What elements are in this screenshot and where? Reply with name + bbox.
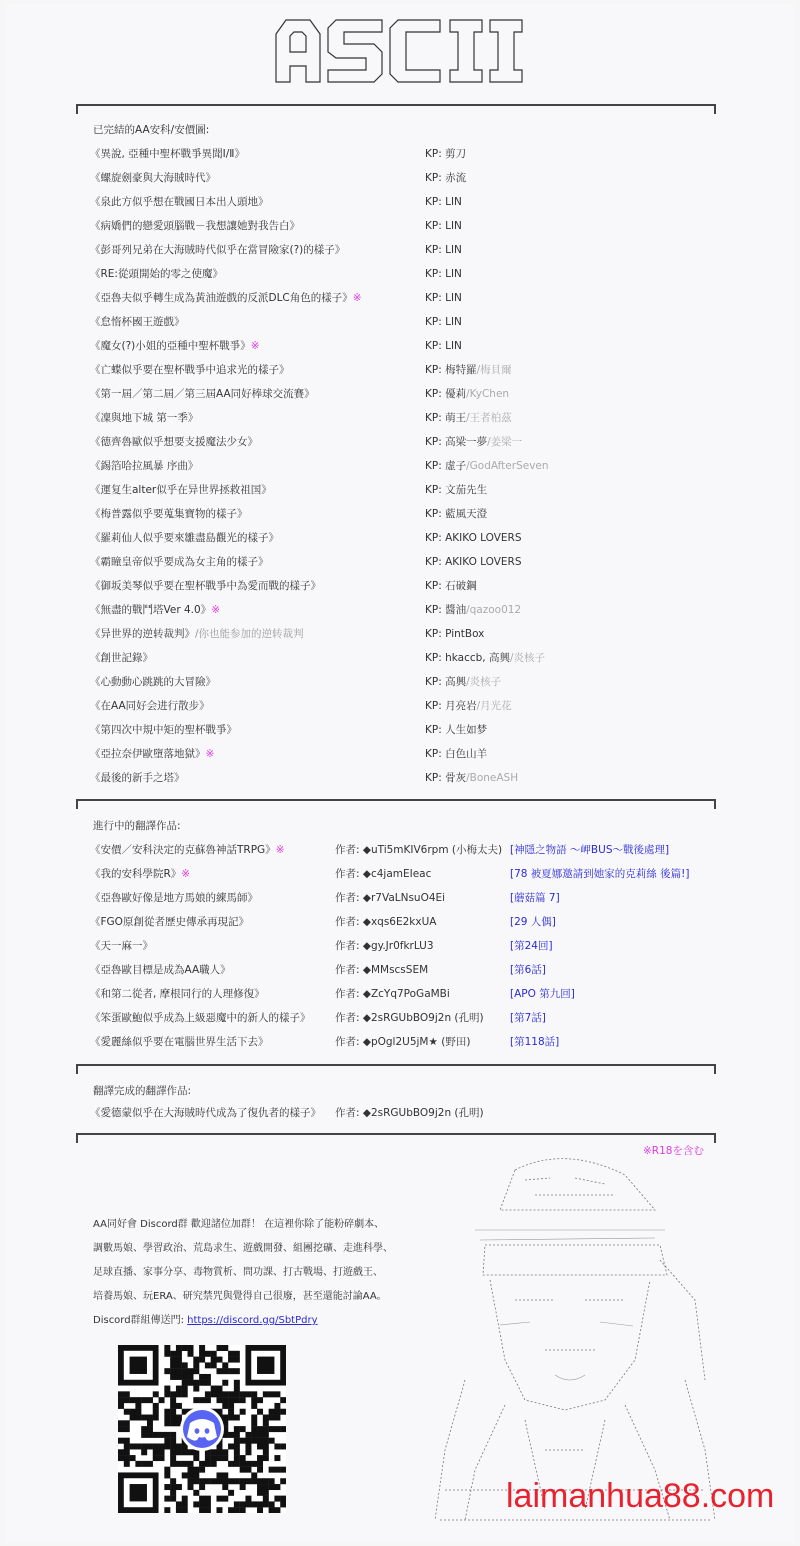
work-title[interactable]	[90, 386, 315, 402]
list-item[interactable]	[90, 242, 710, 258]
work-title[interactable]	[90, 314, 185, 330]
kp-alias: /炎核子	[466, 676, 502, 688]
kp-name: KP: AKIKO LOVERS	[425, 556, 522, 568]
r18-star: ※	[205, 748, 215, 760]
author-credit: 作者: ◆c4jamEIeac	[335, 868, 432, 880]
kp-name: KP: PintBox	[425, 628, 485, 640]
kp-alias: /qazoo012	[466, 604, 522, 616]
kp-alias: /BoneASH	[466, 772, 519, 784]
list-item[interactable]	[90, 602, 710, 618]
kp-credit	[425, 314, 462, 330]
kp-credit	[425, 746, 487, 762]
kp-credit	[425, 650, 545, 666]
work-title[interactable]	[90, 722, 237, 738]
kp-name: KP: LIN	[425, 292, 462, 304]
list-item[interactable]	[90, 866, 710, 882]
list-item[interactable]	[90, 170, 710, 186]
work-title-text: 《泉此方似乎想在戰國日本出人頭地》	[90, 196, 269, 208]
list-item[interactable]	[90, 266, 710, 282]
work-title-text: 《天一麻一》	[90, 940, 153, 952]
list-item[interactable]	[90, 626, 710, 642]
kp-credit	[425, 170, 466, 186]
logo-text: ASCII	[270, 14, 273, 15]
discord-about	[93, 1213, 413, 1333]
list-item[interactable]	[90, 842, 710, 858]
kp-alias: /KyChen	[466, 388, 510, 400]
list-item[interactable]	[90, 698, 710, 714]
work-title-text: 《御坂美琴似乎要在聖杯戰爭中為愛而戰的樣子》	[90, 580, 321, 592]
list-item[interactable]	[90, 962, 710, 978]
work-title[interactable]	[90, 242, 345, 258]
list-item[interactable]	[90, 194, 710, 210]
list-item[interactable]	[90, 674, 710, 690]
work-title-text: 《亞魯歐好像是地方馬娘的練馬師》	[90, 892, 258, 904]
work-title[interactable]	[90, 194, 269, 210]
work-title[interactable]	[90, 410, 198, 426]
work-title-text: 《錫箔哈拉風暴 序曲》	[90, 460, 199, 472]
list-item[interactable]	[90, 146, 710, 162]
chapter-link[interactable]: [78 被夏娜邀請到她家的克莉絲 後篇!]	[510, 868, 690, 880]
chapter-link[interactable]: [29 人偶]	[510, 916, 556, 928]
list-item[interactable]	[90, 434, 710, 450]
work-title-text: 《安價／安科決定的克蘇魯神話TRPG》	[90, 844, 276, 856]
kp-credit	[425, 626, 484, 642]
list-item[interactable]	[90, 578, 710, 594]
chapter-link[interactable]: [第6話]	[510, 964, 546, 976]
kp-credit	[425, 434, 522, 450]
work-title[interactable]	[90, 218, 300, 234]
kp-alias: /炎核子	[509, 652, 546, 664]
r18-star: ※	[352, 292, 362, 304]
kp-credit	[425, 266, 462, 282]
kp-name: KP: LIN	[425, 340, 462, 352]
work-title-text: 《怠惰杯國王遊戲》	[90, 316, 185, 328]
list-item[interactable]	[90, 530, 710, 546]
list-item[interactable]	[90, 554, 710, 570]
work-title-text: 《第四次中規中矩的聖杯戰爭》	[90, 724, 237, 736]
kp-credit	[425, 698, 512, 714]
r18-note: ※R18を含む	[643, 1145, 704, 1157]
work-title[interactable]	[90, 674, 216, 690]
kp-alias: /GodAfterSeven	[466, 460, 549, 472]
work-title[interactable]	[90, 530, 279, 546]
work-title-text: 《亞魯夫似乎轉生成為黃油遊戲的反派DLC角色的樣子》	[90, 292, 353, 304]
list-item[interactable]	[90, 362, 710, 378]
work-title-subtext: /你也能参加的逆转裁判	[195, 628, 304, 640]
divider	[76, 1133, 716, 1145]
kp-name: KP: 高梁一夢	[425, 436, 488, 448]
r18-star: ※	[211, 604, 220, 616]
work-title[interactable]	[90, 890, 258, 906]
work-title[interactable]	[90, 626, 304, 642]
author-credit: 作者: ◆pOgl2U5jM★ (野田)	[335, 1036, 471, 1048]
list-item[interactable]	[90, 722, 710, 738]
work-title-text: 《笨蛋歐鮑似乎成為上級惡魔中的新人的樣子》	[90, 1012, 311, 1024]
about-line: 足球直播、家事分享、毒物賞析、問功課、打古戰場、打遊戲王、	[93, 1267, 383, 1278]
kp-name: KP: 萌王	[425, 412, 467, 424]
work-title[interactable]	[90, 338, 260, 354]
about-link-label: Discord群組傳送門:	[93, 1315, 184, 1326]
discord-link[interactable]: https://discord.gg/SbtPdry	[187, 1315, 318, 1326]
work-title-text: 《羅莉仙人似乎要來雛盡島觀光的樣子》	[90, 532, 279, 544]
work-title[interactable]	[90, 986, 265, 1002]
kp-credit	[425, 338, 462, 354]
list-item[interactable]	[90, 986, 710, 1002]
author-credit: 作者: ◆gy.Jr0fkrLU3	[335, 940, 434, 952]
kp-name: KP: 人生如梦	[425, 724, 488, 736]
list-item[interactable]	[90, 1034, 710, 1050]
r18-star: ※	[275, 844, 285, 856]
list-item[interactable]	[90, 506, 710, 522]
work-title-text: 《第一屆／第二屆／第三屆AA同好棒球交流賽》	[90, 388, 315, 400]
list-item[interactable]	[90, 314, 710, 330]
work-title[interactable]	[90, 554, 269, 570]
kp-credit	[425, 602, 521, 618]
kp-alias: /姜梁一	[487, 436, 523, 448]
list-item[interactable]	[90, 338, 710, 354]
qr-code[interactable]	[118, 1345, 286, 1513]
kp-name: KP: LIN	[425, 268, 462, 280]
r18-star: ※	[181, 868, 191, 880]
work-title-text: 《彭哥列兄弟在大海賊時代似乎在當冒險家(?)的樣子》	[90, 244, 346, 256]
ascii-logo	[270, 14, 530, 86]
list-item[interactable]	[90, 1010, 710, 1026]
author-credit: 作者: ◆MMscsSEM	[335, 964, 429, 976]
kp-credit	[425, 146, 466, 162]
work-title-text: 《德齊魯歐似乎想要支援魔法少女》	[90, 436, 258, 448]
work-title[interactable]	[90, 578, 321, 594]
author-credit: 作者: ◆ZcYq7PoGaMBi	[335, 988, 450, 1000]
chapter-link[interactable]: [第7話]	[510, 1012, 546, 1024]
work-title[interactable]	[90, 290, 362, 306]
kp-credit	[425, 674, 501, 690]
kp-name: KP: 石破鋼	[425, 580, 477, 592]
list-item[interactable]	[90, 1105, 710, 1121]
work-title-text: 《愛麗絲似乎要在電腦世界生活下去》	[90, 1036, 269, 1048]
kp-credit	[425, 242, 462, 258]
chapter-link[interactable]: [第118話]	[510, 1036, 560, 1048]
kp-credit	[425, 482, 487, 498]
kp-alias: /王者柏茲	[466, 412, 512, 424]
list-item[interactable]	[90, 218, 710, 234]
kp-credit	[425, 722, 487, 738]
kp-credit	[425, 554, 522, 570]
kp-name: KP: 藍風天澄	[425, 508, 488, 520]
work-title-text: 《無盡的戰鬥塔Ver 4.0》	[90, 604, 212, 616]
work-title[interactable]	[90, 650, 153, 666]
kp-credit	[425, 530, 522, 546]
list-item[interactable]	[90, 458, 710, 474]
work-title[interactable]	[90, 170, 216, 186]
work-title-text: 《在AA同好会进行散步》	[90, 700, 210, 712]
list-item[interactable]	[90, 938, 710, 954]
work-title[interactable]	[90, 1010, 311, 1026]
chapter-link[interactable]: [神隱之物語 ～岬BUS～戰後處理]	[510, 844, 670, 856]
work-title-text: 《RE:從頭開始的零之使魔》	[90, 268, 223, 280]
kp-name: KP: 梅特羅	[425, 364, 477, 376]
list-item[interactable]	[90, 482, 710, 498]
work-title[interactable]	[90, 1034, 269, 1050]
list-item[interactable]	[90, 770, 710, 786]
about-line: AA同好會 Discord群 歡迎諸位加群！ 在這裡你除了能粉碎劇本、	[93, 1219, 385, 1230]
list-item[interactable]	[90, 890, 710, 906]
kp-alias: /梅貝爾	[476, 364, 512, 376]
work-title-text: 《創世記錄》	[90, 652, 153, 664]
work-title[interactable]	[90, 698, 210, 714]
chapter-link[interactable]: [蘑菇篇 7]	[510, 892, 560, 904]
kp-credit	[425, 770, 518, 786]
chapter-link[interactable]: [第24回]	[510, 940, 553, 952]
about-line: 培養馬娘、玩ERA、研究禁咒與覺得自己很廢，甚至還能討論AA。	[93, 1291, 387, 1302]
work-title[interactable]	[90, 602, 220, 618]
finished-section-title: 翻譯完成的翻譯作品:	[93, 1085, 192, 1097]
kp-credit	[425, 194, 462, 210]
author-credit: 作者: ◆xqs6E2kxUA	[335, 916, 437, 928]
kp-alias: /月光花	[476, 700, 512, 712]
r18-star: ※	[250, 340, 260, 352]
author-credit: 作者: ◆r7VaLNsuO4Ei	[335, 892, 446, 904]
chapter-link[interactable]: [APO 第九回]	[510, 988, 575, 1000]
kp-name: KP: 文茄先生	[425, 484, 488, 496]
work-title-text: 《異說, 亞種中聖杯戰爭異聞Ⅰ/Ⅱ》	[90, 148, 245, 160]
work-title[interactable]	[90, 506, 248, 522]
work-title[interactable]	[90, 938, 153, 954]
work-title-text: 《亞魯歐目標是成為AA職人》	[90, 964, 231, 976]
kp-name: KP: LIN	[425, 244, 462, 256]
kp-credit	[425, 218, 462, 234]
kp-name: KP: AKIKO LOVERS	[425, 532, 522, 544]
work-title[interactable]	[90, 770, 185, 786]
work-title[interactable]	[90, 914, 249, 930]
kp-credit	[425, 386, 509, 402]
work-title-text: 《凜與地下城 第一季》	[90, 412, 199, 424]
kp-credit	[425, 290, 462, 306]
kp-credit	[425, 578, 477, 594]
work-title[interactable]	[90, 362, 290, 378]
work-title-text: 《和第二從者, 摩根同行的人理修復》	[90, 988, 265, 1000]
work-title[interactable]	[90, 458, 198, 474]
work-title-text: 《异世界的逆转裁判》	[90, 628, 195, 640]
kp-name: KP: 白色山羊	[425, 748, 488, 760]
list-item[interactable]	[90, 290, 710, 306]
about-link-line	[93, 1309, 413, 1333]
kp-credit	[425, 458, 549, 474]
kp-name: KP: 赤流	[425, 172, 467, 184]
work-title-text: 《亡蝶似乎要在聖杯戰爭中追求光的樣子》	[90, 364, 290, 376]
completed-section-title: 已完結的AA安科/安價圖:	[93, 124, 210, 136]
work-title-text: 《亞拉奈伊歐墮落地獄》	[90, 748, 206, 760]
author-credit: 作者: ◆2sRGUbBO9j2n (孔明)	[335, 1107, 484, 1119]
kp-name: KP: 高興	[425, 676, 467, 688]
work-title[interactable]	[90, 482, 272, 498]
work-title-text: 《我的安科學院R》	[90, 868, 182, 880]
work-title-text: 《霸瞳皇帝似乎要成為女主角的樣子》	[90, 556, 269, 568]
divider	[76, 1064, 716, 1076]
kp-name: KP: 月亮岩	[425, 700, 477, 712]
kp-name: KP: LIN	[425, 316, 462, 328]
list-item[interactable]	[90, 914, 710, 930]
kp-name: KP: LIN	[425, 220, 462, 232]
work-title[interactable]	[90, 866, 190, 882]
work-title-text: 《FGO原創從者歷史傳承再現記》	[90, 916, 249, 928]
list-item[interactable]	[90, 746, 710, 762]
kp-name: KP: hkaccb, 高興	[425, 652, 510, 664]
work-title[interactable]	[90, 434, 258, 450]
work-title[interactable]	[90, 746, 214, 762]
kp-name: KP: 剪刀	[425, 148, 467, 160]
divider	[76, 104, 716, 116]
divider	[76, 799, 716, 811]
ongoing-section-title: 進行中的翻譯作品:	[93, 820, 181, 832]
work-title-text: 《梅普露似乎要蒐集寶物的樣子》	[90, 508, 248, 520]
list-item[interactable]	[90, 650, 710, 666]
kp-name: KP: 虚子	[425, 460, 467, 472]
work-title[interactable]	[90, 842, 285, 858]
work-title-text: 《運复生alter似乎在异世界拯救祖国》	[90, 484, 272, 496]
author-credit: 作者: ◆2sRGUbBO9j2n (孔明)	[335, 1012, 484, 1024]
kp-name: KP: 優莉	[425, 388, 467, 400]
kp-name: KP: 骨灰	[425, 772, 467, 784]
about-line: 調數馬娘、學習政治、荒島求生、遊戲開發、組團挖礦、走進科學、	[93, 1243, 393, 1254]
work-title-text: 《魔女(?)小姐的亞種中聖杯戰爭》	[90, 340, 251, 352]
work-title-text: 《螺旋劍豪與大海賊時代》	[90, 172, 216, 184]
list-item[interactable]	[90, 386, 710, 402]
author-credit: 作者: ◆uTi5mKIV6rpm (小梅太夫)	[335, 844, 503, 856]
kp-name: KP: LIN	[425, 196, 462, 208]
work-title-text: 《最後的新手之塔》	[90, 772, 185, 784]
kp-credit	[425, 506, 487, 522]
work-title[interactable]	[90, 962, 231, 978]
work-title[interactable]	[90, 266, 223, 282]
kp-credit	[425, 362, 512, 378]
watermark: laimanhua88.com	[506, 1477, 775, 1515]
list-item[interactable]	[90, 410, 710, 426]
kp-credit	[425, 410, 512, 426]
work-title-text: 《病嬌們的戀愛頭腦戰－我想讓她對我告白》	[90, 220, 300, 232]
work-title[interactable]: 《愛德蒙似乎在大海賊時代成為了復仇者的樣子》	[90, 1107, 321, 1119]
work-title-text: 《心動動心跳跳的大冒險》	[90, 676, 216, 688]
kp-name: KP: 醬油	[425, 604, 467, 616]
work-title[interactable]	[90, 146, 245, 162]
